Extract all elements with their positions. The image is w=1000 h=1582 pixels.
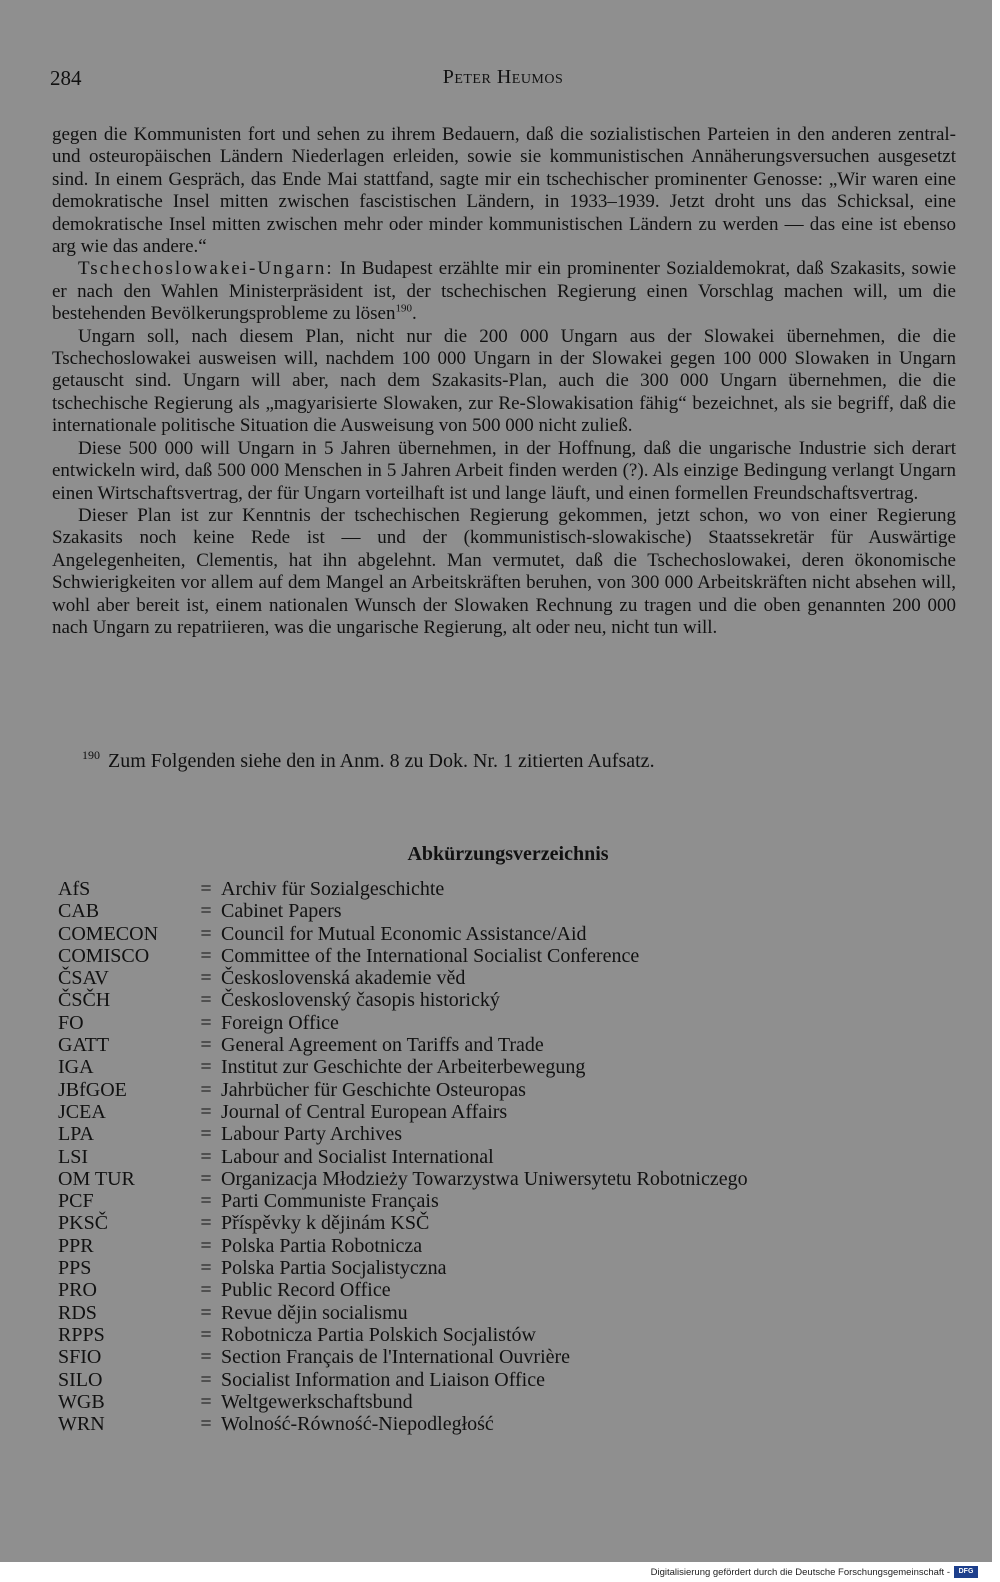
abbreviation-row (58, 1056, 938, 1078)
paragraph: Dieser Plan ist zur Kenntnis der tschechischen Regierung gekommen, jetzt schon, wo von einer Regierung Szakasits noch keine Rede ist — und der (kommunistisch-slowakische) Staatssekretär für Auswärtige Angelegenheiten, Clementis, hat ihn abgelehnt. Man vermutet, daß die Tschechoslowakei, deren ökonomische Schwierigkeiten vor allem auf dem Mangel an Arbeitskräften beruhen, von 300 000 Arbeitskräften nicht absehen will, wohl aber bereit ist, einem nationalen Wunsch der Slowaken Rechnung zu tragen und die oben genannten 200 000 nach Ungarn zu repatriieren, was die ungarische Regierung, alt oder neu, nicht tun will. (52, 504, 956, 638)
abbreviation-row (58, 878, 938, 900)
abbreviation-row (58, 1369, 938, 1391)
abbreviation: GATT (58, 1034, 110, 1057)
abbreviation-row (58, 1302, 938, 1324)
equals-sign: = (200, 1145, 212, 1168)
abbreviation-row (58, 1034, 938, 1056)
equals-sign: = (200, 1390, 212, 1413)
equals-sign: = (200, 900, 212, 923)
abbreviation-row (58, 1079, 938, 1101)
abbreviation: PCF (58, 1190, 94, 1213)
abbreviation-row (58, 1146, 938, 1168)
equals-sign: = (200, 1011, 212, 1034)
abbreviation: ČSČH (58, 989, 111, 1012)
equals-sign: = (200, 1034, 212, 1057)
paragraph: Ungarn soll, nach diesem Plan, nicht nur die 200 000 Ungarn aus der Slowakei übernehmen, die die Tschechoslowakei ausweisen will, nachdem 100 000 Ungarn in der Slowakei gegen 100 000 Slowaken in Ungarn getauscht sind. Ungarn will aber, nach dem Szakasits-Plan, auch die 300 000 Ungarn übernehmen, die die tschechische Regierung als „magyarisierte Slowaken, zur Re-Slowakisation fähig“ bezeichnet, als sie begriff, daß die internationale politische Situation die Ausweisung von 500 000 nicht zuließ. (52, 325, 956, 437)
equals-sign: = (200, 967, 212, 990)
abbreviation-meaning: Jahrbücher für Geschichte Osteuropas (221, 1078, 526, 1101)
abbreviation-row (58, 1012, 938, 1034)
equals-sign: = (200, 1100, 212, 1123)
abbreviation-meaning: Polska Partia Robotnicza (221, 1234, 423, 1257)
abbreviation: LPA (58, 1123, 94, 1146)
abbreviation-row (58, 1391, 938, 1413)
abbreviation-meaning: Organizacja Młodzieży Towarzystwa Uniwersytetu Robotniczego (221, 1167, 748, 1190)
abbreviation-row (58, 1212, 938, 1234)
abbreviation-row (58, 1324, 938, 1346)
abbreviation: COMECON (58, 922, 159, 945)
footnote-number: 190 (82, 748, 100, 762)
abbreviation-row (58, 923, 938, 945)
abbreviation-meaning: Socialist Information and Liaison Office (221, 1368, 545, 1391)
abbreviation-meaning: General Agreement on Tariffs and Trade (221, 1034, 544, 1057)
equals-sign: = (200, 1257, 212, 1280)
abbreviation: RPPS (58, 1323, 105, 1346)
running-head: Peter Heumos (442, 66, 564, 88)
paragraph-text: In Budapest erzählte mir ein prominenter Sozialdemokrat, daß Szakasits, sowie er nach den Wahlen Ministerpräsident ist, der tschechischen Regierung einen Vorschlag machen will, um die bestehenden Bevölkerungsprobleme zu lösen (52, 258, 956, 325)
abbreviation-meaning: Council for Mutual Economic Assistance/Aid (221, 922, 587, 945)
equals-sign: = (200, 1212, 212, 1235)
abbreviation-meaning: Committee of the International Socialist Conference (221, 944, 640, 967)
equals-sign: = (200, 1323, 212, 1346)
abbreviation-meaning: Příspěvky k dějinám KSČ (221, 1212, 430, 1235)
abbreviation: JCEA (58, 1100, 106, 1123)
abbreviation-meaning: Labour and Socialist International (221, 1145, 494, 1168)
abbreviation-meaning: Public Record Office (221, 1279, 391, 1302)
footnote-text: Zum Folgenden siehe den in Anm. 8 zu Dok. Nr. 1 zitierten Aufsatz. (108, 750, 655, 772)
abbreviations-title: Abkürzungsverzeichnis (407, 843, 609, 865)
abbreviation: IGA (58, 1056, 94, 1079)
footnote-reference: 190 (395, 302, 412, 315)
abbreviation: SILO (58, 1368, 103, 1391)
abbreviation: CAB (58, 900, 100, 923)
abbreviation: LSI (58, 1145, 88, 1168)
equals-sign: = (200, 1234, 212, 1257)
equals-sign: = (200, 1413, 212, 1436)
abbreviation-row (58, 1413, 938, 1435)
body-text (52, 124, 956, 639)
abbreviation-row (58, 1279, 938, 1301)
equals-sign: = (200, 1279, 212, 1302)
equals-sign: = (200, 878, 212, 900)
abbreviation-row (58, 967, 938, 989)
abbreviation-row (58, 1123, 938, 1145)
section-heading: Tschechoslowakei-Ungarn: (78, 258, 334, 280)
abbreviation-meaning: Robotnicza Partia Polskich Socjalistów (221, 1323, 536, 1346)
abbreviation-meaning: Foreign Office (221, 1011, 339, 1034)
dfg-logo: DFG (954, 1566, 978, 1578)
paragraph-end: . (411, 303, 417, 325)
abbreviation-meaning: Labour Party Archives (221, 1123, 403, 1146)
abbreviation-meaning: Archiv für Sozialgeschichte (221, 878, 445, 900)
abbreviation: WRN (58, 1413, 105, 1436)
footer-credit: Digitalisierung gefördert durch die Deutsche Forschungsgemeinschaft - (650, 1567, 950, 1578)
equals-sign: = (200, 922, 212, 945)
abbreviation-meaning: Section Français de l'International Ouvrière (221, 1346, 571, 1369)
equals-sign: = (200, 1301, 212, 1324)
page-header (50, 66, 956, 96)
digitization-footer (0, 1563, 1000, 1582)
equals-sign: = (200, 1368, 212, 1391)
equals-sign: = (200, 1123, 212, 1146)
abbreviation-meaning: Parti Communiste Français (221, 1190, 439, 1213)
abbreviation-meaning: Journal of Central European Affairs (221, 1100, 508, 1123)
paragraph (52, 258, 956, 325)
abbreviation-row (58, 1101, 938, 1123)
abbreviation-row (58, 945, 938, 967)
abbreviation-row (58, 1235, 938, 1257)
abbreviation-row (58, 1190, 938, 1212)
abbreviation: ČSAV (58, 967, 109, 990)
abbreviation-meaning: Československá akademie věd (221, 967, 466, 990)
paragraph: gegen die Kommunisten fort und sehen zu ihrem Bedauern, daß die sozialistischen Parteien in den anderen zentral- und osteuropäischen Ländern Niederlagen erleiden, sowie sie kommunistischen Annäherungsversuchen ausgesetzt sind. In einem Gespräch, das Ende Mai stattfand, sagte mir ein tschechischer prominenter Genosse: „Wir waren eine demokratische Insel mitten zwischen fascistischen Ländern, in 1933–1939. Jetzt droht uns das Schicksal, eine demokratische Insel mitten zwischen mehr oder minder kommunistischen Ländern zu werden — das eine ist ebenso arg wie das andere.“ (52, 124, 956, 258)
abbreviation-row (58, 1257, 938, 1279)
abbreviation: OM TUR (58, 1167, 135, 1190)
abbreviation: WGB (58, 1390, 105, 1413)
abbreviation: PPR (58, 1234, 94, 1257)
abbreviation-meaning: Cabinet Papers (221, 900, 342, 923)
equals-sign: = (200, 1078, 212, 1101)
abbreviation-meaning: Institut zur Geschichte der Arbeiterbewegung (221, 1056, 586, 1079)
abbreviation-meaning: Weltgewerkschaftsbund (221, 1390, 413, 1413)
abbreviations-list (58, 878, 938, 1435)
abbreviation: SFIO (58, 1346, 102, 1369)
paragraph: Diese 500 000 will Ungarn in 5 Jahren übernehmen, in der Hoffnung, daß die ungarische Industrie sich derart entwickeln wird, daß 500 000 Menschen in 5 Jahren Arbeit finden werden (?). Als einzige Bedingung verlangt Ungarn einen Wirtschaftsvertrag, der für Ungarn vorteilhaft ist und lange läuft, und einen formellen Freundschaftsvertrag. (52, 437, 956, 504)
page-number: 284 (50, 66, 82, 90)
abbreviation: PKSČ (58, 1212, 109, 1235)
abbreviation-row (58, 989, 938, 1011)
equals-sign: = (200, 1190, 212, 1213)
equals-sign: = (200, 989, 212, 1012)
abbreviation-row (58, 1168, 938, 1190)
abbreviation-row (58, 1346, 938, 1368)
abbreviation: PRO (58, 1279, 97, 1302)
abbreviation: RDS (58, 1301, 97, 1324)
equals-sign: = (200, 1346, 212, 1369)
abbreviation: JBfGOE (58, 1078, 127, 1101)
abbreviation: FO (58, 1011, 84, 1034)
abbreviation: COMISCO (58, 944, 150, 967)
abbreviation-meaning: Polska Partia Socjalistyczna (221, 1257, 447, 1280)
equals-sign: = (200, 1056, 212, 1079)
abbreviation-meaning: Československý časopis historický (221, 989, 500, 1012)
footnote (82, 750, 942, 773)
abbreviation-meaning: Revue dějin socialismu (221, 1301, 408, 1324)
abbreviation-meaning: Wolność-Równość-Niepodległość (221, 1413, 494, 1436)
equals-sign: = (200, 944, 212, 967)
equals-sign: = (200, 1167, 212, 1190)
abbreviation: PPS (58, 1257, 92, 1280)
abbreviation: AfS (58, 878, 91, 900)
abbreviation-row (58, 900, 938, 922)
